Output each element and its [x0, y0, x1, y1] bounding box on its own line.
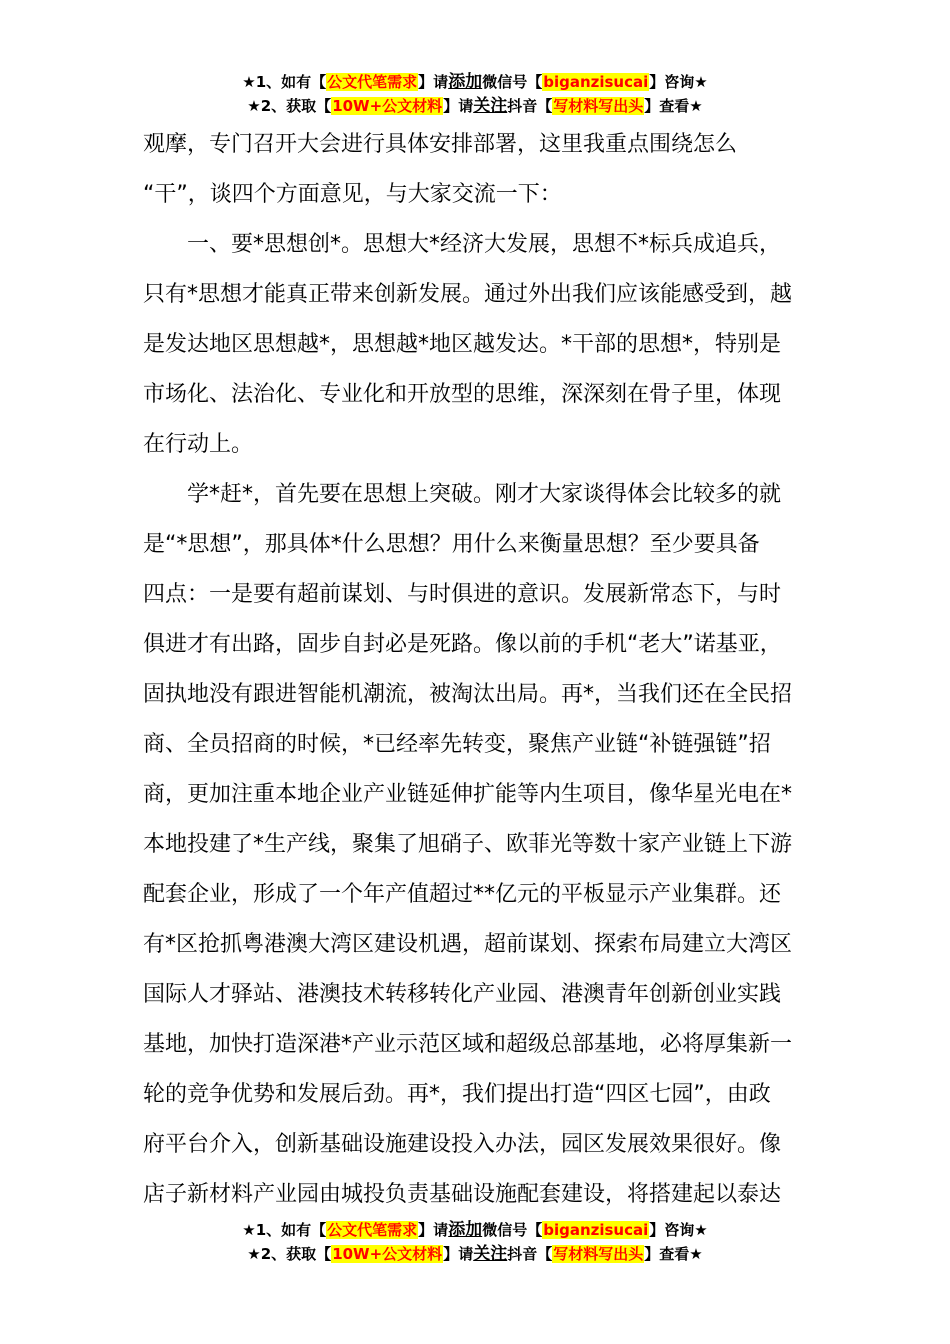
footer-text: 微信号【 — [482, 1221, 543, 1239]
header-text: 】请 — [418, 73, 449, 91]
body-line: 市场化、法治化、专业化和开放型的思维，深深刻在骨子里，体现 — [143, 382, 782, 407]
body-line: 府平台介入，创新基础设施建设投入办法，园区发展效果很好。像 — [143, 1132, 782, 1157]
body-line: 轮的竞争优势和发展后劲。再*，我们提出打造“四区七园”，由政 — [143, 1082, 771, 1107]
douyin-account: 写材料写出头 — [553, 1245, 644, 1263]
star-icon: ★ — [242, 1221, 256, 1239]
wechat-id: biganzisucai — [543, 1221, 649, 1239]
header-text: 2、获取【 — [260, 97, 332, 115]
wechat-id: biganzisucai — [543, 73, 649, 91]
footer-text: 】咨询★ — [649, 1221, 708, 1239]
star-icon: ★ — [247, 97, 261, 115]
emphasis-add: 添加 — [448, 1220, 483, 1240]
body-line: 本地投建了*生产线，聚集了旭硝子、欧菲光等数十家产业链上下游 — [143, 832, 793, 857]
emphasis-follow: 关注 — [473, 1244, 508, 1264]
highlight-service: 公文代笔需求 — [327, 1221, 418, 1239]
body-line: 配套企业，形成了一个年产值超过**亿元的平板显示产业集群。还 — [143, 882, 782, 907]
body-line: “干”，谈四个方面意见，与大家交流一下： — [143, 182, 562, 207]
highlight-materials: 10W+公文材料 — [332, 97, 443, 115]
body-line: 四点：一是要有超前谋划、与时俱进的意识。发展新常态下，与时 — [143, 582, 782, 607]
body-line: 商，更加注重本地企业产业链延伸扩能等内生项目，像华星光电在* — [143, 782, 793, 807]
body-line: 基地，加快打造深港*产业示范区域和超级总部基地，必将厚集新一 — [143, 1032, 793, 1057]
header-text: 】咨询★ — [649, 73, 708, 91]
footer-text: 】请 — [418, 1221, 449, 1239]
highlight-service: 公文代笔需求 — [327, 73, 418, 91]
footer-text: 抖音【 — [507, 1245, 553, 1263]
header-text: 抖音【 — [507, 97, 553, 115]
body-line: 一、要*思想创*。思想大*经济大发展，思想不*标兵成追兵， — [143, 232, 782, 257]
body-line: 是“*思想”，那具体*什么思想？用什么来衡量思想？至少要具备 — [143, 532, 760, 557]
body-line: 店子新材料产业园由城投负责基础设施配套建设，将搭建起以泰达 — [143, 1182, 782, 1207]
header-banner — [0, 70, 950, 118]
header-text: 】查看★ — [644, 97, 703, 115]
emphasis-add: 添加 — [448, 72, 483, 92]
footer-banner — [0, 1218, 950, 1266]
body-line: 国际人才驿站、港澳技术转移转化产业园、港澳青年创新创业实践 — [143, 982, 782, 1007]
footer-text: 2、获取【 — [260, 1245, 332, 1263]
body-line: 在行动上。 — [143, 432, 254, 457]
footer-text: 1、如有【 — [255, 1221, 327, 1239]
footer-line-1 — [0, 1218, 950, 1242]
header-text: 微信号【 — [482, 73, 543, 91]
header-text: 1、如有【 — [255, 73, 327, 91]
body-line: 只有*思想才能真正带来创新发展。通过外出我们应该能感受到，越 — [143, 282, 793, 307]
body-line: 是发达地区思想越*，思想越*地区越发达。*干部的思想*，特别是 — [143, 332, 782, 357]
emphasis-follow: 关注 — [473, 96, 508, 116]
header-line-1 — [0, 70, 950, 94]
body-line: 学*赶*，首先要在思想上突破。刚才大家谈得体会比较多的就 — [143, 482, 782, 507]
body-line: 有*区抢抓粤港澳大湾区建设机遇，超前谋划、探索布局建立大湾区 — [143, 932, 793, 957]
header-line-2 — [0, 94, 950, 118]
footer-line-2 — [0, 1242, 950, 1266]
star-icon: ★ — [242, 73, 256, 91]
footer-text: 】查看★ — [644, 1245, 703, 1263]
body-line: 观摩，专门召开大会进行具体安排部署，这里我重点围绕怎么 — [143, 132, 738, 157]
footer-text: 】请 — [443, 1245, 474, 1263]
star-icon: ★ — [247, 1245, 261, 1263]
highlight-materials: 10W+公文材料 — [332, 1245, 443, 1263]
body-line: 商、全员招商的时候，*已经率先转变，聚焦产业链“补链强链”招 — [143, 732, 771, 757]
body-line: 固执地没有跟进智能机潮流，被淘汰出局。再*，当我们还在全民招 — [143, 682, 793, 707]
header-text: 】请 — [443, 97, 474, 115]
body-line: 俱进才有出路，固步自封必是死路。像以前的手机“老大”诺基亚， — [143, 632, 782, 657]
douyin-account: 写材料写出头 — [553, 97, 644, 115]
document-body — [143, 120, 823, 1220]
